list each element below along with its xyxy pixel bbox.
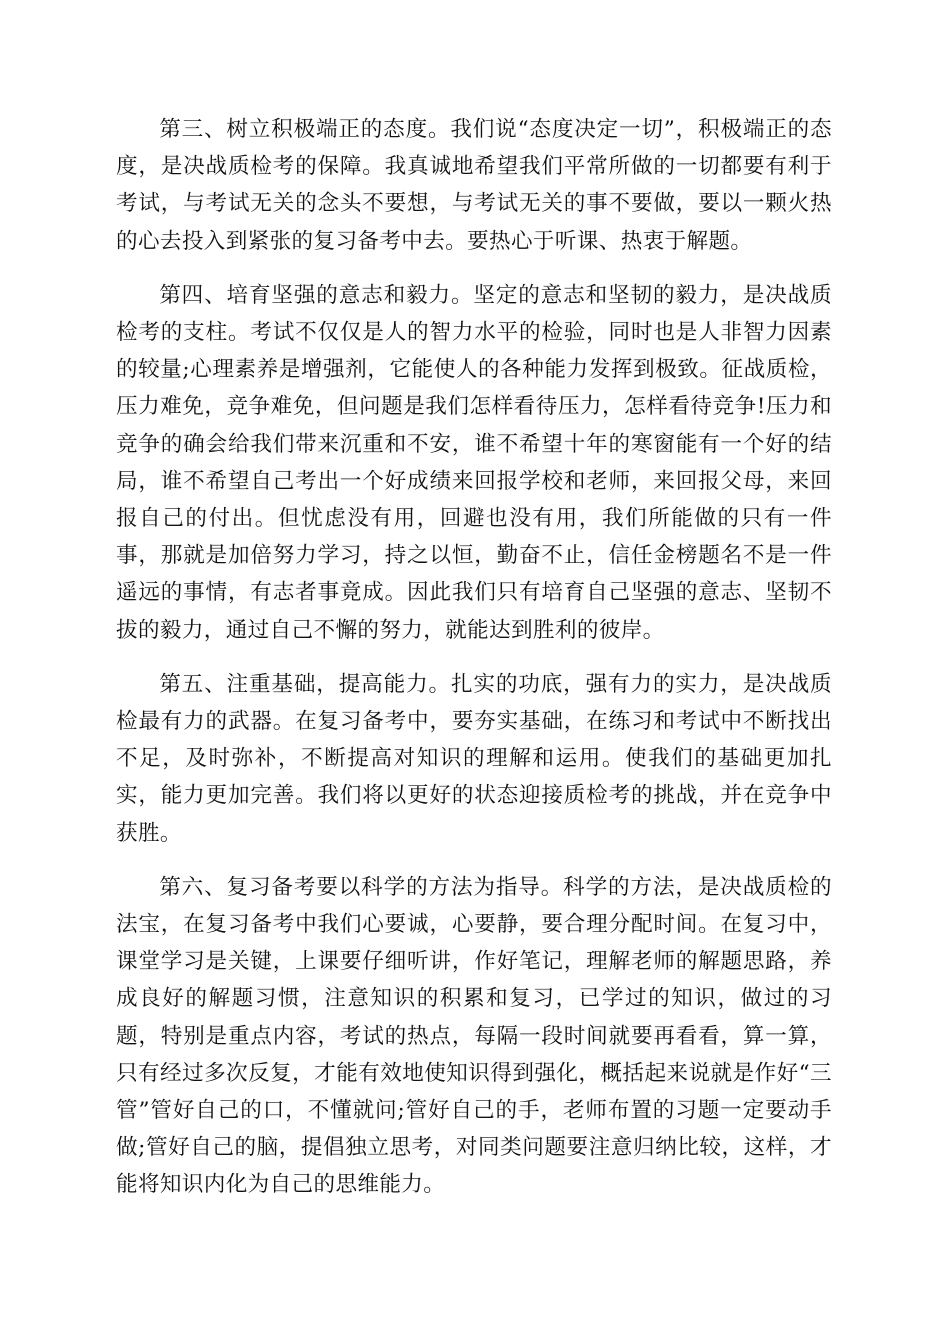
paragraph-foundation: 第五、注重基础，提高能力。扎实的功底，强有力的实力，是决战质检最有力的武器。在复习备考中，要夯实基础，在练习和考试中不断找出不足，及时弥补，不断提高对知识的理解和运用。使我们的基础更加扎实，能力更加完善。我们将以更好的状态迎接质检考的挑战，并在竞争中获胜。 [116,671,832,846]
paragraph-willpower: 第四、培育坚强的意志和毅力。坚定的意志和坚韧的毅力，是决战质检考的支柱。考试不仅仅是人的智力水平的检验，同时也是人非智力因素的较量;心理素养是增强剂，它能使人的各种能力发挥到极致。征战质检，压力难免，竞争难免，但问题是我们怎样看待压力，怎样看待竞争!压力和竞争的确会给我们带来沉重和不安，谁不希望十年的寒窗能有一个好的结局，谁不希望自己考出一个好成绩来回报学校和老师，来回报父母，来回报自己的付出。但忧虑没有用，回避也没有用，我们所能做的只有一件事，那就是加倍努力学习，持之以恒，勤奋不止，信任金榜题名不是一件遥远的事情，有志者事竟成。因此我们只有培育自己坚强的意志、坚韧不拔的毅力，通过自己不懈的努力，就能达到胜利的彼岸。 [116,282,832,643]
paragraph-attitude: 第三、树立积极端正的态度。我们说“态度决定一切”，积极端正的态度，是决战质检考的保障。我真诚地希望我们平常所做的一切都要有利于考试，与考试无关的念头不要想，与考试无关的事不要做，要以一颗火热的心去投入到紧张的复习备考中去。要热心于听课、热衷于解题。 [116,117,832,254]
paragraph-method: 第六、复习备考要以科学的方法为指导。科学的方法，是决战质检的法宝，在复习备考中我们心要诚，心要静，要合理分配时间。在复习中，课堂学习是关键，上课要仔细听讲，作好笔记，理解老师的解题思路，养成良好的解题习惯，注意知识的积累和复习，已学过的知识，做过的习题，特别是重点内容，考试的热点，每隔一段时间就要再看看，算一算，只有经过多次反复，才能有效地使知识得到强化，概括起来说就是作好“三管”管好自己的口，不懂就问;管好自己的手，老师布置的习题一定要动手做;管好自己的脑，提倡独立思考，对同类问题要注意归纳比较，这样，才能将知识内化为自己的思维能力。 [116,874,832,1198]
